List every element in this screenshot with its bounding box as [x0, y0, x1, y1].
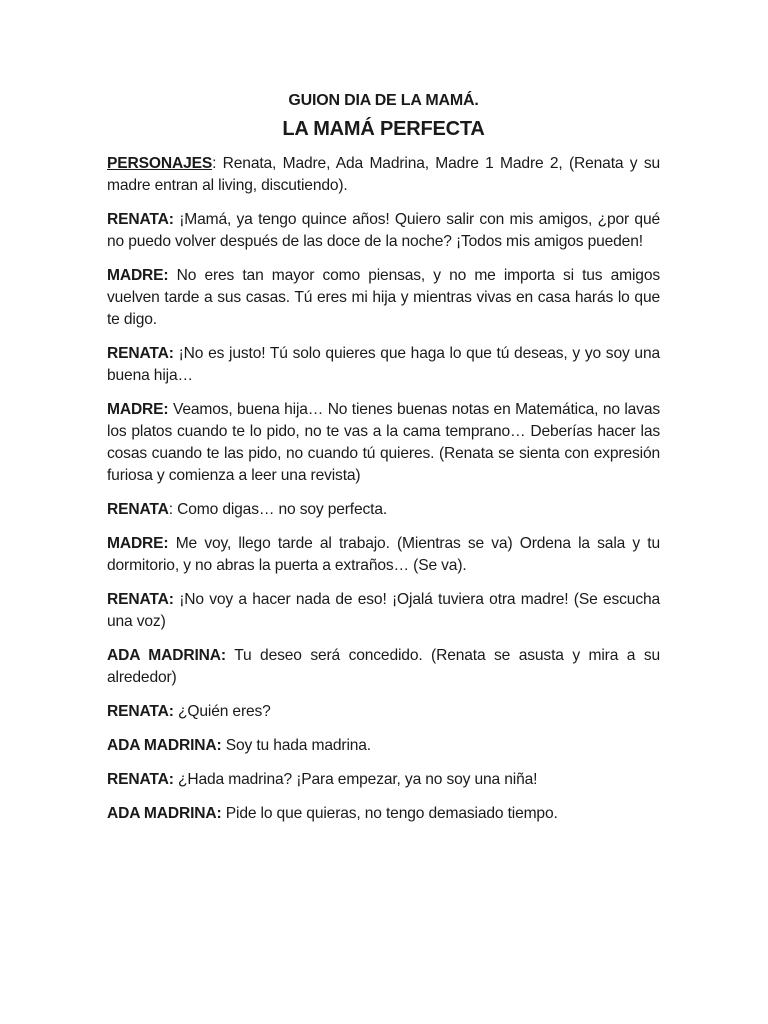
speaker-label: PERSONAJES [107, 155, 213, 172]
dialogue-paragraph [107, 769, 660, 791]
speaker-label: RENATA: [107, 591, 174, 608]
speaker-label: MADRE: [107, 267, 169, 284]
speaker-label: RENATA: [107, 345, 174, 362]
dialogue-text: Me voy, llego tarde al trabajo. (Mientras se va) Ordena la sala y tu dormitorio, y no abras la puerta a extraños… (Se va). [107, 535, 660, 574]
dialogue-text: Pide lo que quieras, no tengo demasiado tiempo. [225, 805, 558, 822]
speaker-label: RENATA: [107, 211, 174, 228]
dialogue-paragraph [107, 265, 660, 331]
dialogue-text: Veamos, buena hija… No tienes buenas notas en Matemática, no lavas los platos cuando te lo pido, no te vas a la cama temprano… Deberías hacer las cosas cuando te las pido, no cuando tú quieres. (Renata se sienta con expresión furiosa y comienza a leer una revista) [107, 401, 660, 484]
document-heading: GUION DIA DE LA MAMÁ. [288, 92, 479, 109]
speaker-separator [168, 267, 176, 284]
speaker-label: RENATA: [107, 703, 174, 720]
speaker-label: MADRE: [107, 535, 169, 552]
dialogue-paragraph [107, 589, 660, 633]
dialogue-text: Soy tu hada madrina. [225, 737, 371, 754]
dialogue-text: ¡Mamá, ya tengo quince años! Quiero salir con mis amigos, ¿por qué no puedo volver después de las doce de la noche? ¡Todos mis amigos pueden! [107, 211, 661, 250]
speaker-separator [168, 535, 175, 552]
dialogue-paragraph [107, 803, 660, 825]
dialogue-text: ¿Hada madrina? ¡Para empezar, ya no soy una niña! [178, 771, 538, 788]
dialogue-text: ¿Quién eres? [178, 703, 271, 720]
speaker-label: RENATA [107, 501, 169, 518]
dialogue-text: ¡No es justo! Tú solo quieres que haga lo que tú deseas, y yo soy una buena hija… [107, 345, 660, 384]
speaker-label: MADRE: [107, 401, 169, 418]
dialogue-paragraph [107, 701, 660, 723]
dialogue-paragraph [107, 399, 660, 487]
speaker-label: ADA MADRINA: [107, 805, 222, 822]
speaker-label: ADA MADRINA: [107, 647, 226, 664]
dialogue-paragraph [107, 645, 660, 689]
dialogue-paragraph [107, 209, 660, 253]
dialogue-text: ¡No voy a hacer nada de eso! ¡Ojalá tuviera otra madre! (Se escucha una voz) [107, 591, 661, 630]
dialogue-paragraph [107, 499, 660, 521]
dialogue-paragraph [107, 533, 660, 577]
dialogue-text: Como digas… no soy perfecta. [177, 501, 388, 518]
dialogue-text: No eres tan mayor como piensas, y no me importa si tus amigos vuelven tarde a sus casas. Tú eres mi hija y mientras vivas en casa harás lo que te digo. [107, 267, 660, 328]
dialogue-paragraph [107, 343, 660, 387]
speaker-separator: : [168, 501, 178, 518]
document-title: LA MAMÁ PERFECTA [282, 118, 485, 140]
speaker-label: ADA MADRINA: [107, 737, 222, 754]
dialogue-paragraph [107, 735, 660, 757]
speaker-separator [226, 647, 234, 664]
dialogue-text: Renata, Madre, Ada Madrina, Madre 1 Madre 2, (Renata y su madre entran al living, discutiendo). [107, 155, 660, 194]
dialogue-text: Tu deseo será concedido. (Renata se asusta y mira a su alrededor) [107, 647, 660, 686]
speaker-separator: : [212, 155, 223, 172]
speaker-label: RENATA: [107, 771, 174, 788]
characters-paragraph [107, 153, 660, 197]
